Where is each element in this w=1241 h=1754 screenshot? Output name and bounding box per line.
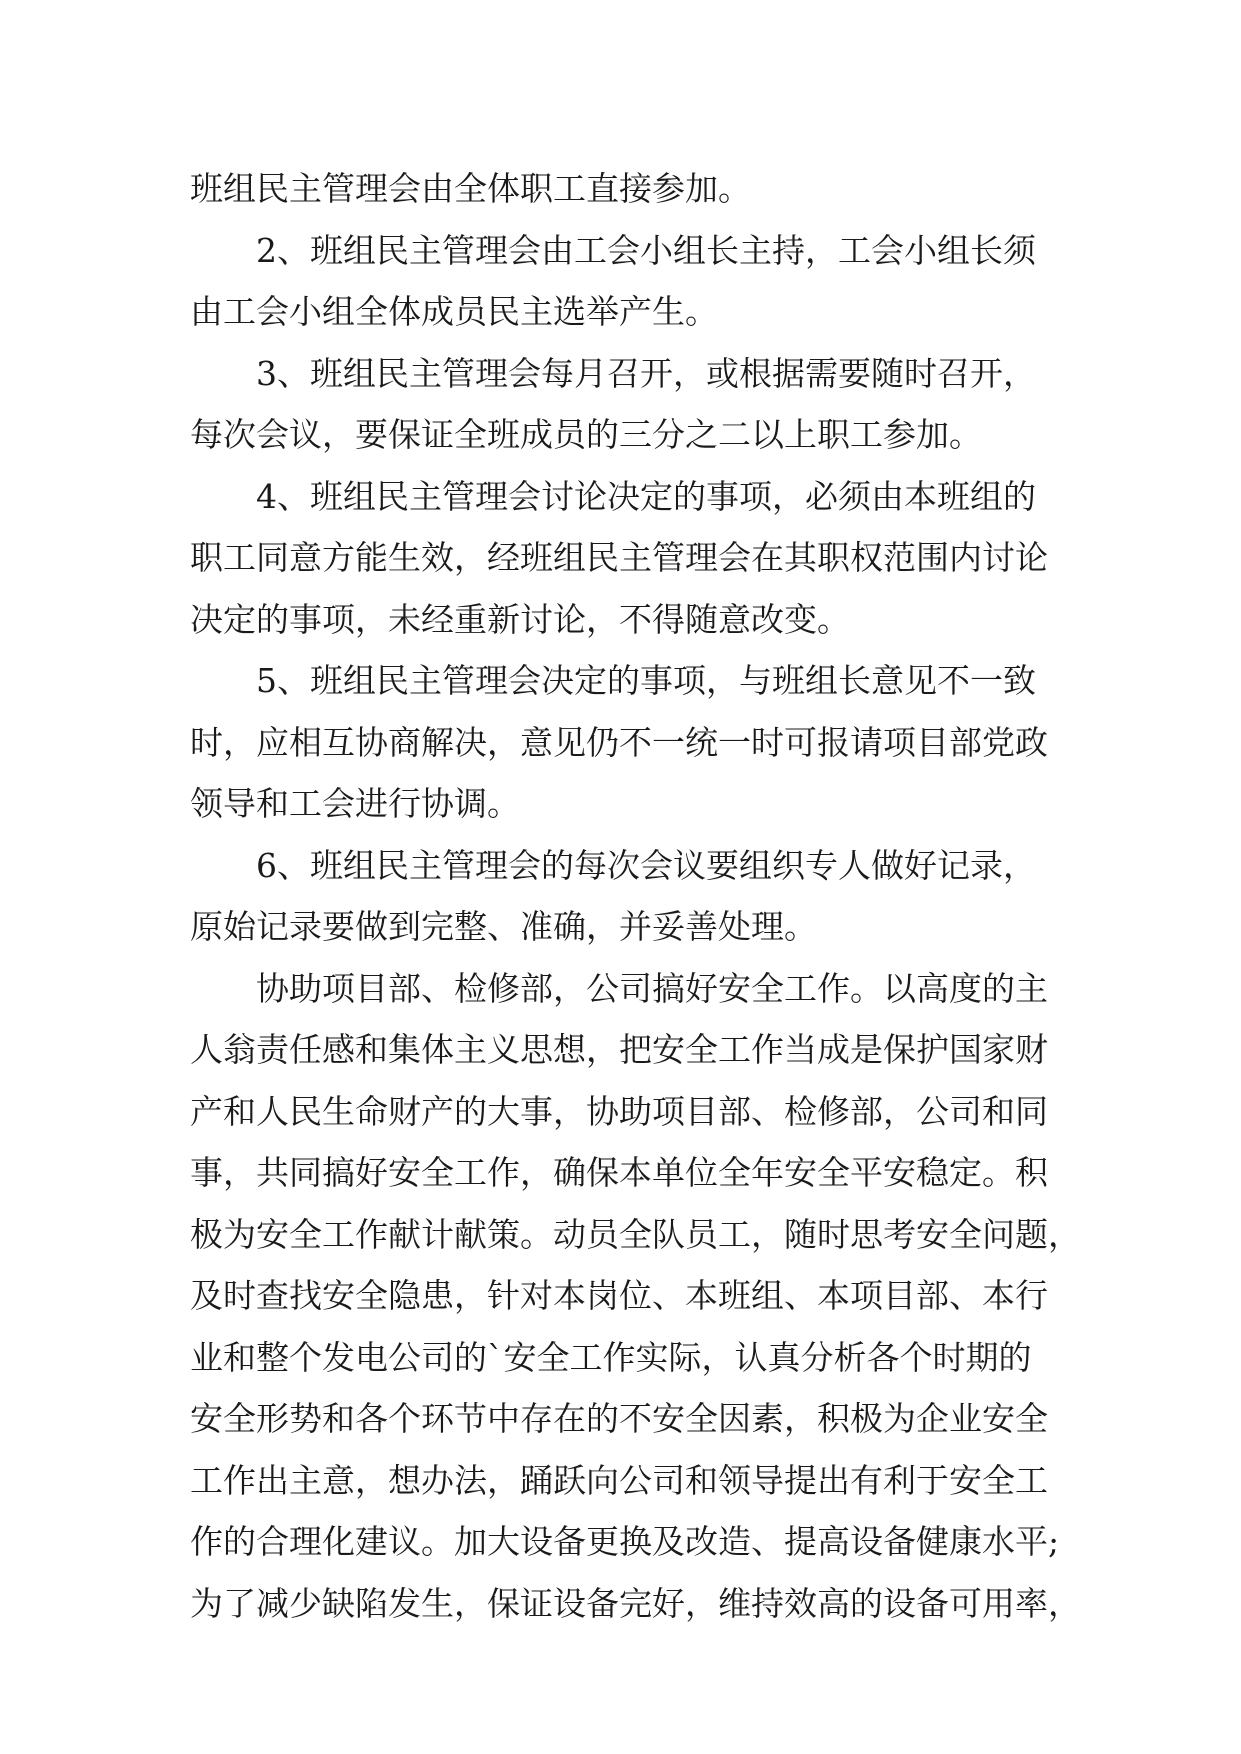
text-line: 工作出主意，想办法，踊跃向公司和领导提出有利于安全工 [190,1460,1048,1500]
text-line: 安全形势和各个环节中存在的不安全因素，积极为企业安全 [190,1399,1048,1438]
text-line: 4、班组民主管理会讨论决定的事项，必须由本班组的 [256,476,1036,516]
text-line: 决定的事项，未经重新讨论，不得随意改变。 [190,599,850,639]
text-line: 职工同意方能生效，经班组民主管理会在其职权范围内讨论 [190,538,1048,577]
text-line: 人翁责任感和集体主义思想，把安全工作当成是保护国家财 [190,1030,1048,1069]
text-line: 6、班组民主管理会的每次会议要组织专人做好记录， [256,845,1036,885]
text-line: 协助项目部、检修部，公司搞好安全工作。以高度的主 [256,968,1048,1008]
text-line: 为了减少缺陷发生，保证设备完好，维持效高的设备可用率， [190,1583,1081,1623]
text-line: 领导和工会进行协调。 [190,784,520,823]
text-line: 班组民主管理会由全体职工直接参加。 [190,169,751,208]
text-line: 业和整个发电公司的`安全工作实际，认真分析各个时期的 [190,1337,1032,1377]
text-line: 及时查找安全隐患，针对本岗位、本班组、本项目部、本行 [190,1276,1048,1315]
text-line: 2、班组民主管理会由工会小组长主持，工会小组长须 [256,230,1036,270]
text-line: 事，共同搞好安全工作，确保本单位全年安全平安稳定。积 [190,1153,1048,1192]
text-line: 作的合理化建议。加大设备更换及改造、提高设备健康水平; [190,1522,1060,1561]
text-line: 极为安全工作献计献策。动员全队员工，随时思考安全问题， [190,1214,1081,1254]
text-line: 每次会议，要保证全班成员的三分之二以上职工参加。 [190,415,982,454]
document-body [190,158,1081,1634]
text-line: 由工会小组全体成员民主选举产生。 [190,292,718,331]
text-line: 5、班组民主管理会决定的事项，与班组长意见不一致 [256,661,1036,700]
text-line: 产和人民生命财产的大事，协助项目部、检修部，公司和同 [190,1091,1048,1131]
text-line: 3、班组民主管理会每月召开，或根据需要随时召开， [256,353,1036,393]
text-line: 时，应相互协商解决，意见仍不一统一时可报请项目部党政 [190,722,1048,762]
text-line: 原始记录要做到完整、准确，并妥善处理。 [190,907,817,946]
